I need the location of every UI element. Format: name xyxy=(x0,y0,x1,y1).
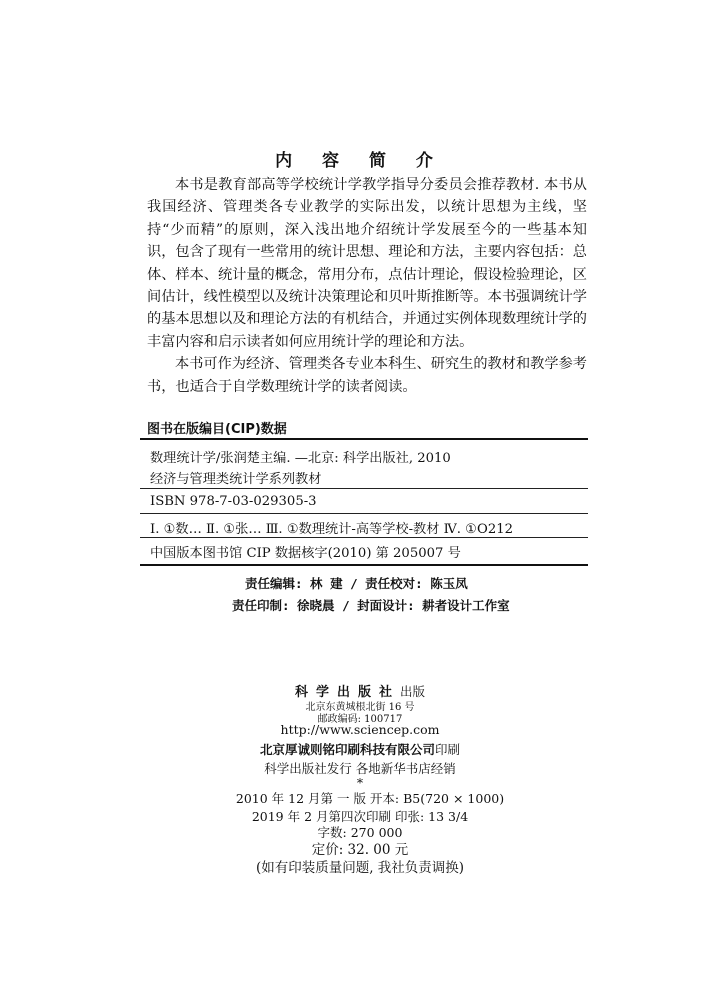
separator-star: * xyxy=(356,775,364,790)
cip-rule-1 xyxy=(140,488,588,489)
quality-notice: (如有印装质量问题, 我社负责调换) xyxy=(255,860,465,876)
edition-line xyxy=(0,788,720,807)
cip-rule-2 xyxy=(140,513,588,514)
word-count: 字数: 270 000 xyxy=(317,825,403,840)
publisher-url: http://www.sciencep.com xyxy=(280,722,440,737)
cip-isbn: ISBN 978-7-03-029305-3 xyxy=(150,494,317,509)
cip-title-line: 数理统计学/张润楚主编. —北京: 科学出版社, 2010 xyxy=(150,451,451,466)
notice-line xyxy=(0,856,720,876)
cip-classification: Ⅰ. ①数… Ⅱ. ①张… Ⅲ. ①数理统计-高等学校-教材 Ⅳ. ①O212 xyxy=(150,522,513,537)
page-title: 内 容 简 介 xyxy=(275,151,445,171)
publisher-postcode: 邮政编码: 100717 xyxy=(317,714,403,725)
intro-paragraph-2: 本书可作为经济、管理类各专业本科生、研究生的教材和教学参考书，也适合于自学数理统计学的读者阅读。 xyxy=(147,356,587,395)
cip-heading: 图书在版编目(CIP)数据 xyxy=(147,422,287,437)
printer-line xyxy=(0,739,720,758)
printing-text: 2019 年 2 月第四次印刷 印张: 13 3/4 xyxy=(251,809,469,824)
cip-rule-bottom xyxy=(140,564,588,566)
cip-rule-3 xyxy=(140,537,588,538)
intro-text xyxy=(147,174,587,398)
cip-series-line: 经济与管理类统计学系列教材 xyxy=(150,472,322,487)
cip-rule-top xyxy=(140,438,588,440)
price: 定价: 32. 00 元 xyxy=(311,842,409,858)
printer-suffix: 印刷 xyxy=(435,742,461,757)
credits-production: 责任印制: 徐晓晨 / 封面设计: 耕者设计工作室 xyxy=(232,598,510,613)
price-line xyxy=(0,838,720,858)
edition-text: 2010 年 12 月第 一 版 开本: B5(720 × 1000) xyxy=(235,791,505,806)
cip-core-data: 中国版本图书馆 CIP 数据核字(2010) 第 205007 号 xyxy=(150,546,461,561)
publisher-name: 科学出版社 xyxy=(294,685,400,700)
publisher-address: 北京东黄城根北街 16 号 xyxy=(305,702,415,713)
credits-editors: 责任编辑: 林 建 / 责任校对: 陈玉凤 xyxy=(245,576,468,591)
intro-paragraph-1: 本书是教育部高等学校统计学教学指导分委员会推荐教材. 本书从我国经济、管理类各专业教学的实际出发，以统计思想为主线，坚持“少而精”的原则，深入浅出地介绍统计学发展至今的一些基本知识，包含了现有一些常用的统计思想、理论和方法，主要内容包括：总体、样本、统计量的概念，常用分布，点估计理论，假设检验理论，区间估计，线性模型以及统计决策理论和贝叶斯推断等。本书强调统计学的基本思想以及和理论方法的有机结合，并通过实例体现数理统计学的丰富内容和启示读者如何应用统计学的理论和方法。 xyxy=(147,177,587,350)
distribution-line: 科学出版社发行 各地新华书店经销 xyxy=(264,761,456,776)
publisher-suffix: 出版 xyxy=(400,684,426,699)
printer-name: 北京厚诚则铭印刷科技有限公司 xyxy=(259,742,435,757)
